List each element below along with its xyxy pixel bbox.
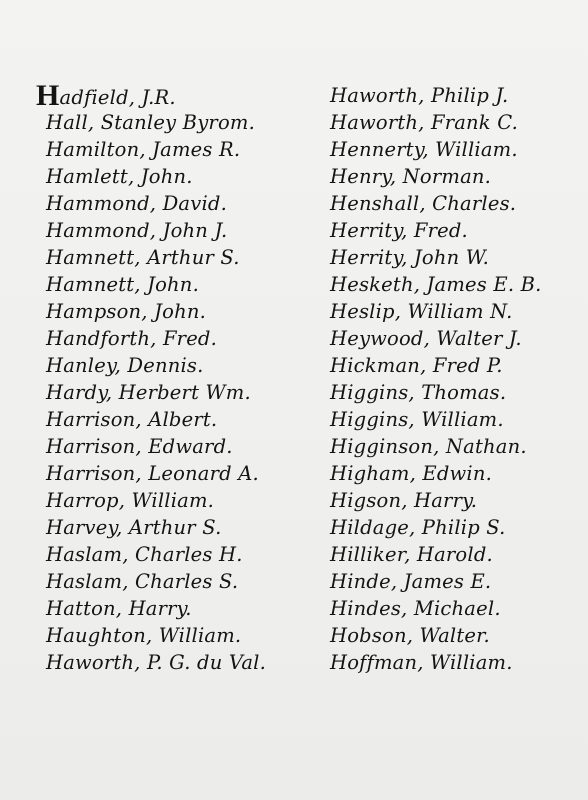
name-entry: Henshall, Charles. — [330, 192, 517, 215]
name-entry: Higson, Harry. — [330, 489, 478, 512]
name-entry: Hennerty, William. — [330, 138, 518, 161]
name-entry: Hampson, John. — [46, 300, 206, 323]
name-entry-first — [36, 79, 316, 112]
name-entry: Hindes, Michael. — [330, 597, 501, 620]
name-entry: Hamilton, James R. — [46, 138, 241, 161]
names-column-left — [36, 79, 316, 676]
illuminated-initial: H — [36, 79, 60, 112]
name-entry: Hall, Stanley Byrom. — [46, 111, 255, 134]
name-entry: Hesketh, James E. B. — [330, 273, 542, 296]
name-entry: Hildage, Philip S. — [330, 516, 506, 539]
name-entry: Harvey, Arthur S. — [46, 516, 222, 539]
name-entry: Hamlett, John. — [46, 165, 193, 188]
name-entry: Higgins, William. — [330, 408, 504, 431]
name-entry: Hanley, Dennis. — [46, 354, 204, 377]
name-entry: Hamnett, Arthur S. — [46, 246, 240, 269]
name-entry: Hoffman, William. — [330, 651, 513, 674]
name-entry: Handforth, Fred. — [46, 327, 218, 350]
name-entry-text: adfield, J.R. — [59, 86, 176, 109]
name-entry: Haworth, Frank C. — [330, 111, 519, 134]
name-entry: Herrity, John W. — [330, 246, 489, 269]
name-entry: Higgins, Thomas. — [330, 381, 507, 404]
name-entry: Hinde, James E. — [330, 570, 492, 593]
name-entry: Heywood, Walter J. — [330, 327, 522, 350]
name-entry: Herrity, Fred. — [330, 219, 468, 242]
name-entry: Heslip, William N. — [330, 300, 513, 323]
name-entry: Harrison, Leonard A. — [46, 462, 259, 485]
name-entry: Hickman, Fred P. — [330, 354, 503, 377]
name-entry: Haworth, P. G. du Val. — [46, 651, 267, 674]
name-entry: Hobson, Walter. — [330, 624, 490, 647]
name-entry: Henry, Norman. — [330, 165, 492, 188]
name-entry: Hilliker, Harold. — [330, 543, 493, 566]
name-entry: Hardy, Herbert Wm. — [46, 381, 251, 404]
names-column-right — [330, 82, 580, 676]
name-entry: Harrison, Edward. — [46, 435, 233, 458]
name-entry: Hamnett, John. — [46, 273, 199, 296]
name-entry: Haslam, Charles S. — [46, 570, 239, 593]
name-entry: Hammond, David. — [46, 192, 227, 215]
name-entry: Haslam, Charles H. — [46, 543, 243, 566]
name-entry: Hatton, Harry. — [46, 597, 192, 620]
name-entry: Hammond, John J. — [46, 219, 228, 242]
name-entry: Higginson, Nathan. — [330, 435, 527, 458]
name-entry: Higham, Edwin. — [330, 462, 492, 485]
name-entry: Haworth, Philip J. — [330, 84, 509, 107]
name-entry: Haughton, William. — [46, 624, 242, 647]
name-entry: Harrop, William. — [46, 489, 215, 512]
name-entry: Harrison, Albert. — [46, 408, 218, 431]
